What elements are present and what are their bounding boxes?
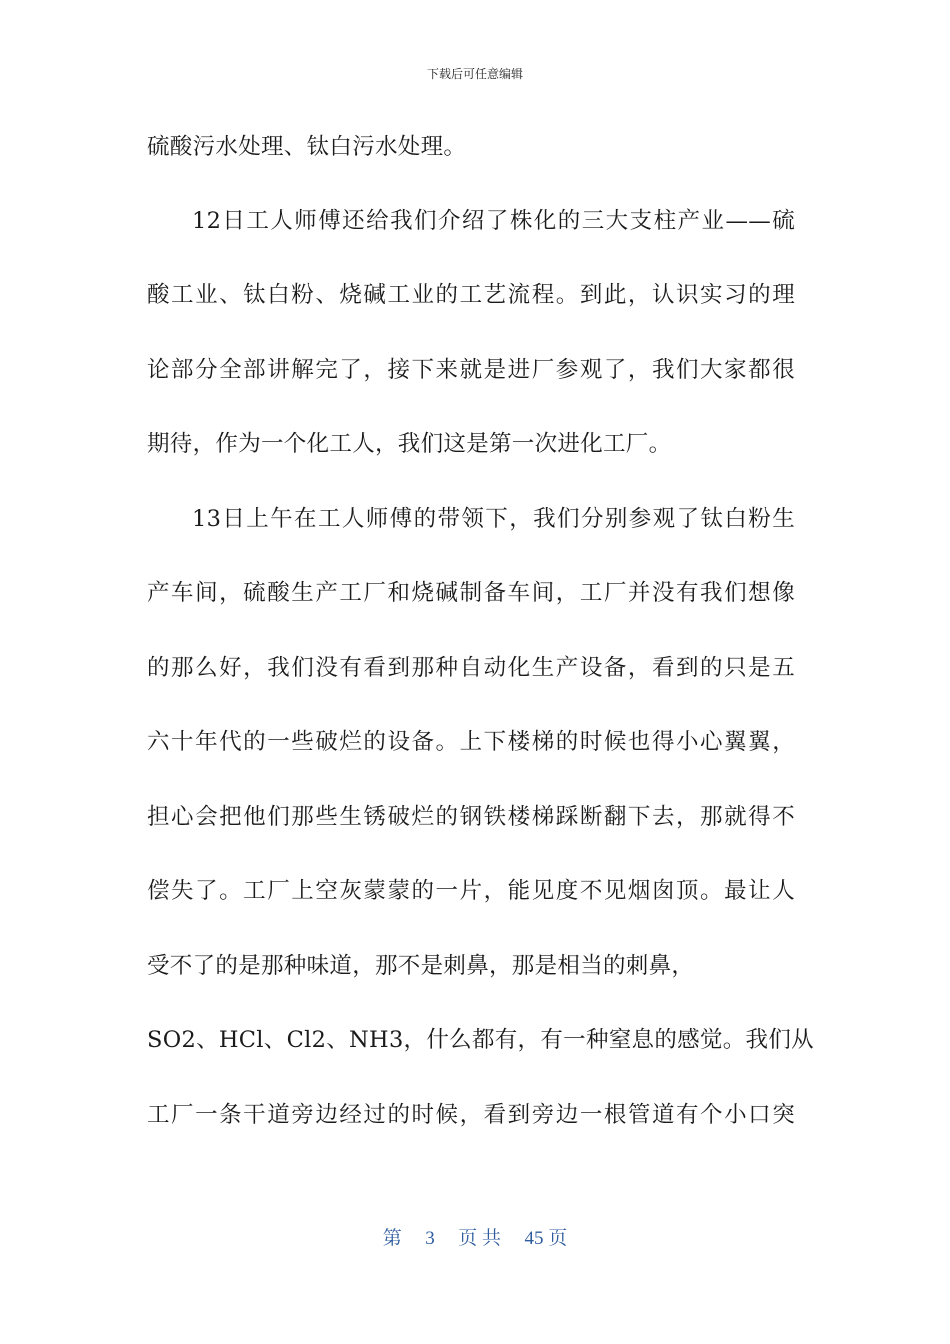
body-line: 期待，作为一个化工人，我们这是第一次进化工厂。 [147,431,672,457]
page-number-footer [0,1226,950,1252]
footer-current-page: 3 [425,1228,435,1249]
footer-total-pages: 45 [524,1228,544,1249]
body-line: 偿失了。工厂上空灰蒙蒙的一片，能见度不见烟囱顶。最让人 [147,878,795,904]
body-line: 12日工人师傅还给我们介绍了株化的三大支柱产业——硫 [192,208,795,234]
header-note: 下载后可任意编辑 [426,67,523,81]
body-line: 硫酸污水处理、钛白污水处理。 [147,134,467,160]
body-line: 受不了的是那种味道，那不是刺鼻，那是相当的刺鼻， [147,953,695,979]
body-line: 的那么好，我们没有看到那种自动化生产设备，看到的只是五 [147,655,795,681]
body-line: 13日上午在工人师傅的带领下，我们分别参观了钛白粉生 [192,506,795,532]
body-line: 论部分全部讲解完了，接下来就是进厂参观了，我们大家都很 [147,357,795,383]
footer-prefix: 第 [382,1228,402,1249]
body-line: 工厂一条干道旁边经过的时候，看到旁边一根管道有个小口突 [147,1102,795,1128]
body-line: SO2、HCl、Cl2、NH3，什么都有，有一种窒息的感觉。我们从 [147,1027,814,1053]
body-line: 六十年代的一些破烂的设备。上下楼梯的时候也得小心翼翼， [147,729,795,755]
body-line: 产车间，硫酸生产工厂和烧碱制备车间，工厂并没有我们想像 [147,580,795,606]
body-line: 担心会把他们那些生锈破烂的钢铁楼梯踩断翻下去，那就得不 [147,804,795,830]
footer-middle: 页 共 [458,1228,501,1249]
body-line: 酸工业、钛白粉、烧碱工业的工艺流程。到此，认识实习的理 [147,282,795,308]
footer-suffix: 页 [548,1228,568,1249]
